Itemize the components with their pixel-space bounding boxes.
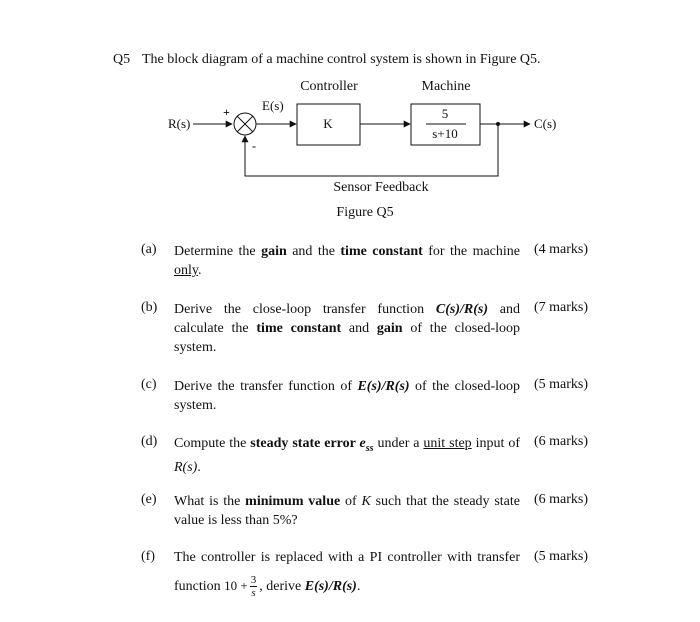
figure-caption: Figure Q5 [336,205,394,220]
part-label: (a) [141,242,157,257]
feedback-path [245,124,498,176]
controller-gain: K [323,116,333,131]
part-marks: (6 marks) [534,492,589,507]
part-text: What is the minimum value of K such that the steady state value is less than 5%? [174,494,520,528]
part-text: Derive the close-loop transfer function C(s)/R(s) and calculate the time constant and gain of the closed-loop system. [174,302,521,355]
part-marks: (5 marks) [534,377,589,392]
part-marks: (5 marks) [534,549,589,564]
plus-sign: + [223,105,230,119]
part-text: Derive the transfer function of E(s)/R(s) of the closed-loop system. [174,379,520,413]
question-intro: The block diagram of a machine control system is shown in Figure Q5. [142,52,541,67]
block-diagram [0,0,700,230]
part-label: (d) [141,434,158,449]
minus-sign: - [252,139,256,153]
machine-numerator: 5 [441,106,449,121]
summing-junction [234,113,256,135]
part-label: (e) [141,492,157,507]
input-label: R(s) [168,116,191,131]
part-label: (f) [141,549,155,564]
part-text: Compute the steady state error $e_{ss}$ under a unit step input of R(s). [174,436,520,475]
error-label: E(s) [262,98,284,113]
part-text: The controller is replaced with a PI controller with transfer function 10 + $\frac{3}{s}$ , derive E(s)/R(s). [174,550,520,600]
part-label: (b) [141,300,158,315]
machine-denominator: s+10 [432,126,458,141]
feedback-label: Sensor Feedback [333,180,429,195]
controller-title: Controller [300,79,358,94]
question-number: Q5 [113,52,131,67]
part-text: Determine the gain and the time constant for the machine only. [174,244,520,278]
output-label: C(s) [534,116,557,131]
part-marks: (6 marks) [534,434,589,449]
pi-fraction: $\frac{3}{s}$ [250,574,257,600]
part-marks: (4 marks) [534,242,589,257]
pi-controller-expression: 10 + [224,578,248,593]
machine-title: Machine [421,79,471,94]
part-marks: (7 marks) [534,300,589,315]
part-label: (c) [141,377,157,392]
